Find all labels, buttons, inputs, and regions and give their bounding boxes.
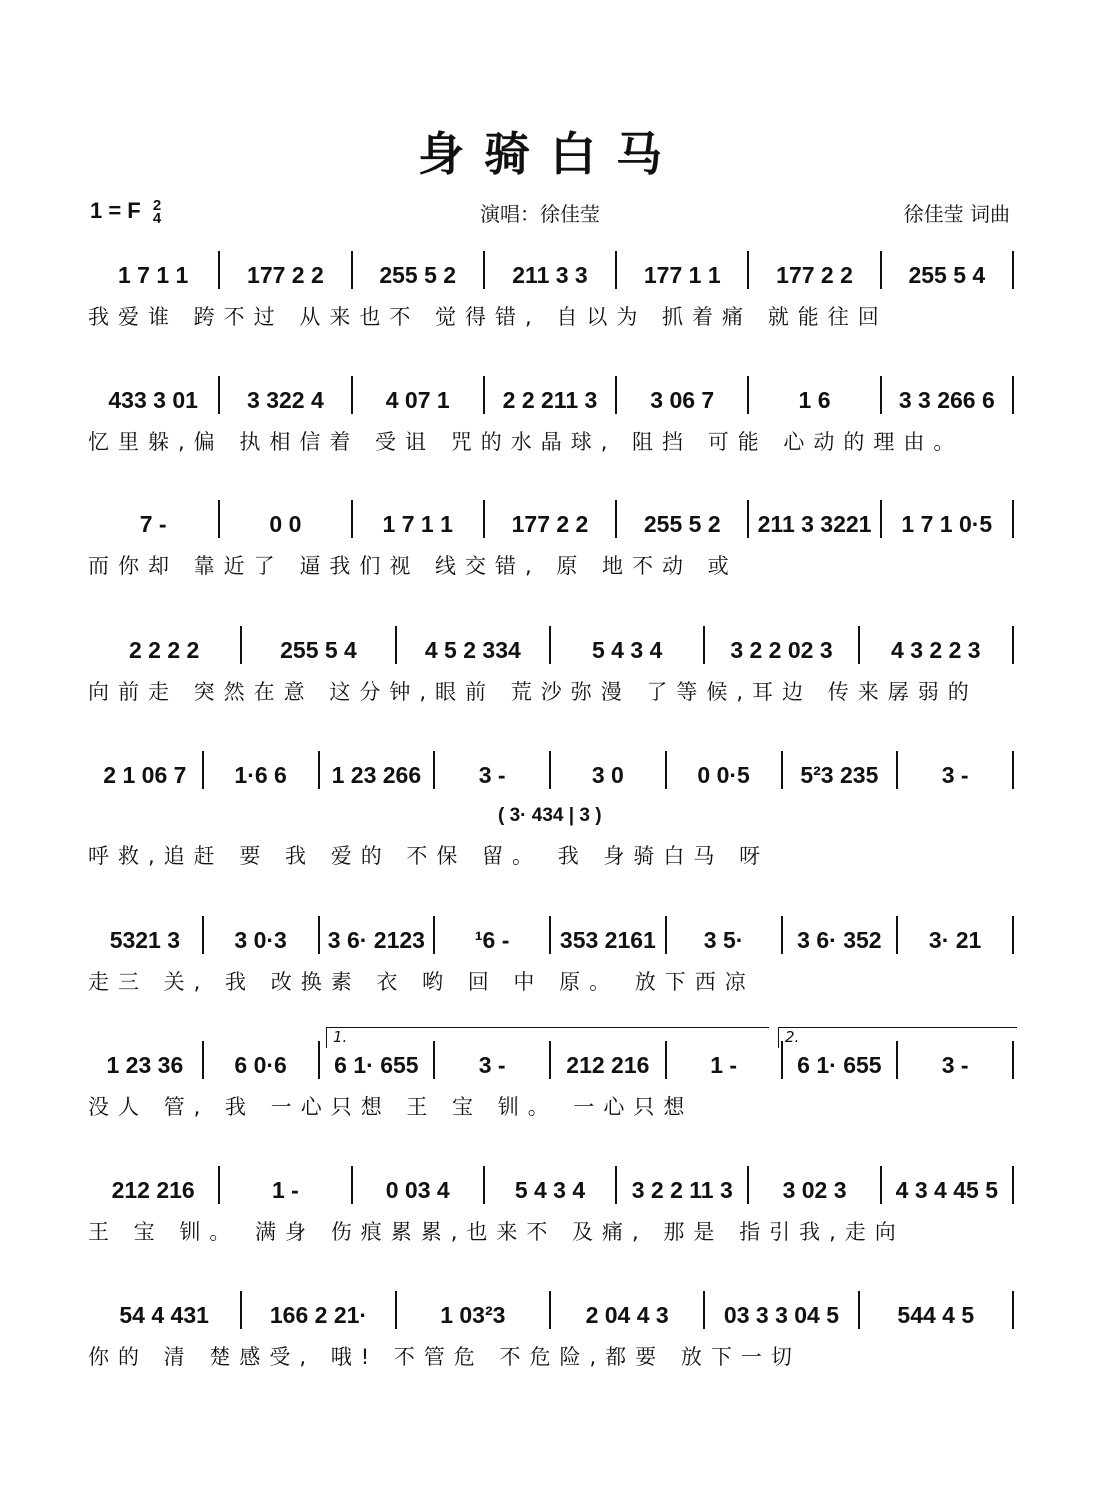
measure-notes: 3 06 7 [650,387,715,413]
measure [204,916,320,954]
measure [204,1041,320,1079]
measure [860,1291,1014,1329]
measure [749,500,881,538]
staff-system [88,910,1014,1040]
measure [551,626,705,664]
measure [898,916,1014,954]
measure-notes: 6 1· 655 [334,1052,419,1078]
measure-notes: 3 2 2 11 3 [631,1177,733,1203]
measure-notes: 1·6 6 [234,762,287,788]
measure [88,376,220,414]
lyrics-line: 向前走 突然在意 这分钟,眼前 荒沙弥漫 了等候,耳边 传来孱弱的 [88,680,978,704]
composer-credit: 徐佳莹 词曲 [903,202,1010,226]
staff-system [88,745,1014,875]
measure-notes: 166 2 21· [269,1302,368,1328]
measure [88,751,204,789]
measure-notes: 6 0·6 [234,1052,287,1078]
measure-notes: 3 6· 352 [797,927,882,953]
time-top: 2 [152,197,162,215]
lyrics-line: 我爱谁 跨不过 从来也不 觉得错, 自以为 抓着痛 就能往回 [88,305,888,329]
measure-notes: 4 5 2 334 [424,637,521,663]
lyrics-line: 没人 管, 我 一心只想 王 宝 钏。 一心只想 [88,1095,694,1119]
measure [705,1291,859,1329]
measure-notes: 1 6 [798,387,831,413]
measure [242,626,396,664]
measure-notes: 211 3 3 [512,262,588,288]
measure-notes: 2 1 06 7 [103,762,187,788]
staff-system [88,1285,1014,1415]
notes-row [88,245,1014,289]
lyrics-line: 忆里躲,偏 执相信着 受诅 咒的水晶球, 阻挡 可能 心动的理由。 [88,430,964,454]
measure [749,1166,881,1204]
notes-row [88,910,1014,954]
measure-notes: 6 1· 655 [797,1052,882,1078]
measure [617,1166,749,1204]
measure [860,626,1014,664]
measure [749,251,881,289]
measure-notes: 177 1 1 [643,262,721,288]
measure-notes: 255 5 4 [280,637,357,663]
staff-system [88,620,1014,750]
measure-notes: 177 2 2 [776,262,853,288]
measure [88,1041,204,1079]
measure [749,376,881,414]
notes-row [88,1285,1014,1329]
measure-notes: 1 7 1 0·5 [901,511,993,537]
measure [667,751,783,789]
measure-notes: 2 2 2 2 [128,637,200,663]
measure-notes: 7 - [139,511,167,537]
measure [242,1291,396,1329]
measure [667,916,783,954]
measure [435,751,551,789]
measure [882,500,1014,538]
time-bottom: 4 [152,210,162,228]
accompaniment-line: ( 3· 434 | 3 ) [498,805,602,826]
measure [353,251,485,289]
measure-notes: 3 5· [703,927,744,953]
staff-system [88,370,1014,500]
measure-notes: 177 2 2 [247,262,324,288]
measure-notes: 5 4 3 4 [514,1177,586,1203]
lyrics-line: 王 宝 钏。 满身 伤痕累累,也来不 及痛, 那是 指引我,走向 [88,1220,905,1244]
measure-notes: 177 2 2 [511,511,589,537]
measure-notes: 5321 3 [109,927,181,953]
measure [882,1166,1014,1204]
measure [882,376,1014,414]
measure-notes: 212 216 [111,1177,195,1203]
measure [353,500,485,538]
measure [220,1166,352,1204]
measure-notes: 3 02 3 [782,1177,847,1203]
measure [705,626,859,664]
measure [88,1166,220,1204]
measure [435,916,551,954]
measure [88,626,242,664]
measure-notes: 3 - [941,1052,969,1078]
measure-notes: 0 0·5 [697,762,750,788]
staff-system [88,1028,1014,1165]
measure [882,251,1014,289]
measure-notes: 1 - [710,1052,738,1078]
measure-notes: 255 5 2 [643,511,721,537]
measure-notes: 3 3 266 6 [898,387,995,413]
measure-notes: 2 04 4 3 [585,1302,669,1328]
notes-row [88,1160,1014,1204]
lyrics-line: 呼救,追赶 要 我 爱的 不保 留。 我 身骑白马 呀 [88,844,770,868]
measure-notes: 0 03 4 [385,1177,450,1203]
staff-system [88,1160,1014,1290]
measure [88,1291,242,1329]
measure [220,500,352,538]
measure-notes: 0 0 [269,511,302,537]
measure-notes: 3 322 4 [247,387,324,413]
measure-notes: 1 03²3 [440,1302,506,1328]
measure [88,251,220,289]
measure-notes: 255 5 4 [908,262,986,288]
notes-row [88,494,1014,538]
measure [397,626,551,664]
measure [783,751,899,789]
measure [320,751,436,789]
measure-notes: 255 5 2 [379,262,457,288]
key-tonic: 1 = F [90,198,141,223]
notes-row [88,620,1014,664]
measure-notes: 1 - [272,1177,299,1203]
measure-notes: 5 4 3 4 [591,637,663,663]
measure [617,251,749,289]
staff-system [88,245,1014,375]
measure [898,751,1014,789]
measure-notes: 353 2161 [559,927,656,953]
measure-notes: 4 3 2 2 3 [891,637,981,663]
measure-notes: 3 - [478,762,506,788]
measure [485,376,617,414]
lyrics-line: 而你却 靠近了 逼我们视 线交错, 原 地不动 或 [88,554,738,578]
measure [617,376,749,414]
measure-notes: 212 216 [566,1052,650,1078]
measure [88,500,220,538]
measure [485,251,617,289]
measure-notes: 3 0·3 [234,927,287,953]
measure [88,916,204,954]
first-ending: 1. [326,1027,769,1048]
measure-notes: 3 2 2 02 3 [730,637,833,663]
measure [220,376,352,414]
second-ending: 2. [778,1027,1017,1048]
measure-notes: 2 2 211 3 [502,387,598,413]
singer-credit: 演唱：徐佳莹 [480,202,600,226]
measure-notes: 1 7 1 1 [382,511,453,537]
measure-notes: 211 3 3221 [757,511,872,537]
measure [485,1166,617,1204]
measure-notes: ¹6 - [474,927,510,953]
measure-notes: 54 4 431 [119,1302,209,1328]
measure [783,916,899,954]
measure [320,916,436,954]
measure-notes: 1 23 36 [106,1052,184,1078]
notes-row [88,370,1014,414]
measure [353,376,485,414]
lyrics-line: 走三 关, 我 改换素 衣 哟 回 中 原。 放下西凉 [88,970,755,994]
measure [551,1291,705,1329]
measure [204,751,320,789]
measure-notes: 4 3 4 45 5 [895,1177,998,1203]
measure [551,916,667,954]
measure [617,500,749,538]
measure-notes: 1 23 266 [331,762,422,788]
measure [485,500,617,538]
measure-notes: 3· 21 [928,927,982,953]
lyrics-line: 你的 清 楚感受, 哦! 不管危 不危险,都要 放下一切 [88,1345,801,1369]
key-signature [90,197,162,228]
song-title: 身骑白马 [418,127,682,181]
measure-notes: 3 - [478,1052,506,1078]
measure-notes: 5²3 235 [800,762,879,788]
measure-notes: 4 07 1 [385,387,450,413]
measure-notes: 03 3 3 04 5 [723,1302,840,1328]
staff-system [88,494,1014,624]
notes-row [88,745,1014,789]
measure [551,751,667,789]
measure [220,251,352,289]
time-signature [152,197,162,228]
measure [397,1291,551,1329]
measure-notes: 3 6· 2123 [327,927,425,953]
measure-notes: 1 7 1 1 [117,262,189,288]
measure-notes: 3 0 [591,762,624,788]
measure-notes: 433 3 01 [108,387,198,413]
measure-notes: 3 - [941,762,969,788]
measure [353,1166,485,1204]
measure-notes: 544 4 5 [897,1302,975,1328]
